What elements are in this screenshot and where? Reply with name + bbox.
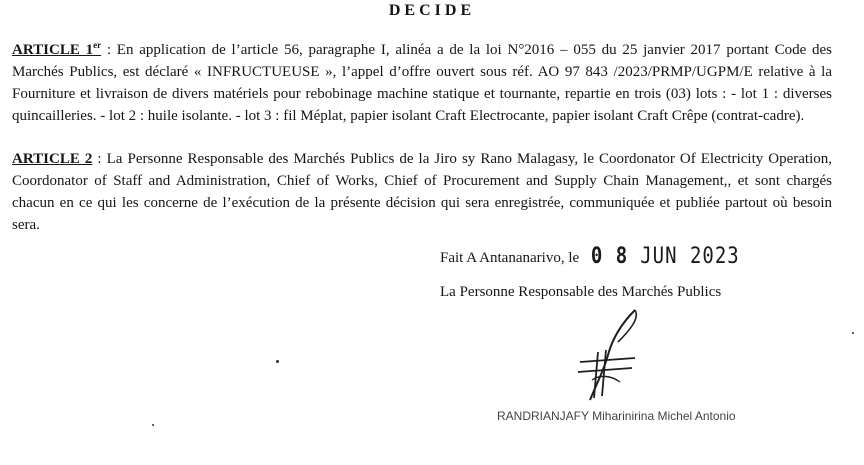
signatory-role: La Personne Responsable des Marchés Publics [440, 284, 722, 300]
scan-speck [276, 360, 279, 363]
article-2-text: La Personne Responsable des Marchés Publics de la Jiro sy Rano Malagasy, le Coordonator Of Electricity Operation, Coordonator of Staff and Administration, Chief of Works, Chief of Procurement and Supply Chain Management,, et sont chargés chacun en ce qui les concerne de l’exécution de la présente décision qui sera enregistrée, communiquée et publiée partout où besoin sera. [12, 151, 833, 233]
place-date-prefix: Fait A Antananarivo, le [440, 250, 580, 266]
decision-title: DECIDE [388, 2, 476, 19]
place-date-line [440, 245, 740, 267]
article-1-label-sup: er [93, 40, 102, 50]
scan-speck [152, 424, 154, 426]
article-1-text: En application de l’article 56, paragraphe I, alinéa a de la loi N°2016 – 055 du 25 janvier 2017 portant Code des Marchés Publics, est déclaré « INFRUCTUEUSE », l’appel d’offre ouvert sous réf. AO 97 843 /2023/PRMP/UGPM/E relative à la Fourniture et livraison de divers matériels pour rebobinage machine statique et tournante, repartie en trois (03) lots : - lot 1 : diverses quincailleries. - lot 2 : huile isolante. - lot 3 : fil Méplat, papier isolant Craft Electrocante, papier isolant Craft Crêpe (contrat-cadre). [12, 42, 832, 124]
date-stamp-day: 0 8 [590, 243, 629, 269]
article-2-separator: : [92, 151, 107, 167]
handwritten-signature [540, 300, 660, 410]
article-1-separator: : [101, 42, 117, 58]
scan-speck [852, 332, 854, 334]
article-1-paragraph [12, 34, 832, 127]
signatory-name: RANDRIANJAFY Miharinirina Michel Antonio [497, 409, 736, 423]
article-1-label-text: ARTICLE 1 [12, 42, 94, 58]
article-1-label [12, 42, 101, 58]
article-2-label: ARTICLE 2 [12, 151, 93, 167]
date-stamp-month-year: JUN 2023 [640, 243, 740, 269]
article-2-paragraph [12, 148, 832, 236]
